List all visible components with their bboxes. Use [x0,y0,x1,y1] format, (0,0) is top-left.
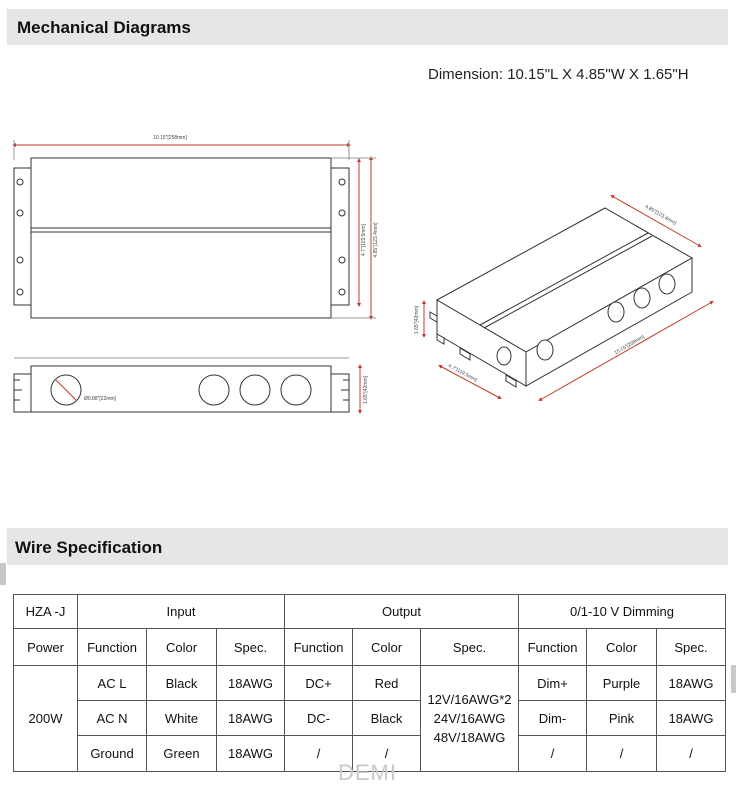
output-color-cell: / [353,736,421,772]
input-color-cell: Green [147,736,217,772]
input-function-header: Function [78,629,147,666]
input-spec-cell: 18AWG [217,701,285,736]
iso-height-label: 1.65"[42mm] [414,305,420,335]
dimming-color-cell: / [587,736,657,772]
knockout-label: Ø0.88"[22mm] [84,396,117,402]
dimming-spec-cell: / [657,736,726,772]
wire-specification-header [7,528,728,565]
output-color-cell: Black [353,701,421,736]
mechanical-diagrams-title: Mechanical Diagrams [17,18,191,37]
dimming-function-header: Function [519,629,587,666]
top-view-drawing [14,140,376,318]
table-row [14,701,726,736]
dimming-spec-cell: 18AWG [657,666,726,701]
output-color-cell: Red [353,666,421,701]
output-function-cell: DC+ [285,666,353,701]
output-group-header: Output [285,595,519,629]
right-edge-mark [731,665,736,693]
dimming-function-cell: Dim- [519,701,587,736]
input-color-cell: White [147,701,217,736]
outer-width-label: 4.85"[123.4mm] [373,222,379,258]
output-spec-line: 48V/18AWG [433,730,506,745]
iso-length-label: 10.15"[258mm] [613,334,646,357]
dimming-color-cell: Purple [587,666,657,701]
wire-spec-table [13,594,726,772]
output-spec-header: Spec. [421,629,519,666]
input-color-header: Color [147,629,217,666]
output-function-cell: DC- [285,701,353,736]
table-header-row-groups [14,595,726,629]
output-color-header: Color [353,629,421,666]
dimming-group-header: 0/1-10 V Dimming [519,595,726,629]
output-spec-line: 24V/16AWG [433,711,506,726]
model-cell: HZA -J [14,595,78,629]
input-function-cell: Ground [78,736,147,772]
input-spec-cell: 18AWG [217,736,285,772]
dimming-function-cell: / [519,736,587,772]
wire-specification-title: Wire Specification [15,538,163,557]
isometric-view-drawing [430,208,692,387]
output-spec-line: 12V/16AWG*2 [427,692,512,707]
dimming-spec-cell: 18AWG [657,701,726,736]
watermark: DEMI [338,760,397,785]
output-function-header: Function [285,629,353,666]
input-spec-cell: 18AWG [217,666,285,701]
dimming-function-cell: Dim+ [519,666,587,701]
input-spec-header: Spec. [217,629,285,666]
table-row [14,666,726,701]
side-height-label: 1.65"[42mm] [363,375,369,405]
output-function-cell: / [285,736,353,772]
dimming-color-header: Color [587,629,657,666]
iso-depth-label: 4.7"[119.5mm] [446,362,478,384]
power-value: 200W [14,666,78,772]
input-color-cell: Black [147,666,217,701]
iso-width-label: 4.85"[123.4mm] [643,203,678,227]
table-header-row-sub [14,629,726,666]
input-function-cell: AC L [78,666,147,701]
dimension-text: Dimension: 10.15"L X 4.85"W X 1.65"H [428,66,689,83]
dimming-color-cell: Pink [587,701,657,736]
dimming-spec-header: Spec. [657,629,726,666]
input-group-header: Input [78,595,285,629]
inner-width-label: 4.7"[119.5mm] [361,224,367,256]
output-spec-cell [421,666,519,772]
left-edge-mark [0,563,6,585]
input-function-cell: AC N [78,701,147,736]
power-header: Power [14,629,78,666]
top-length-label: 10.15"[258mm] [153,135,187,141]
side-view-drawing [14,358,360,412]
